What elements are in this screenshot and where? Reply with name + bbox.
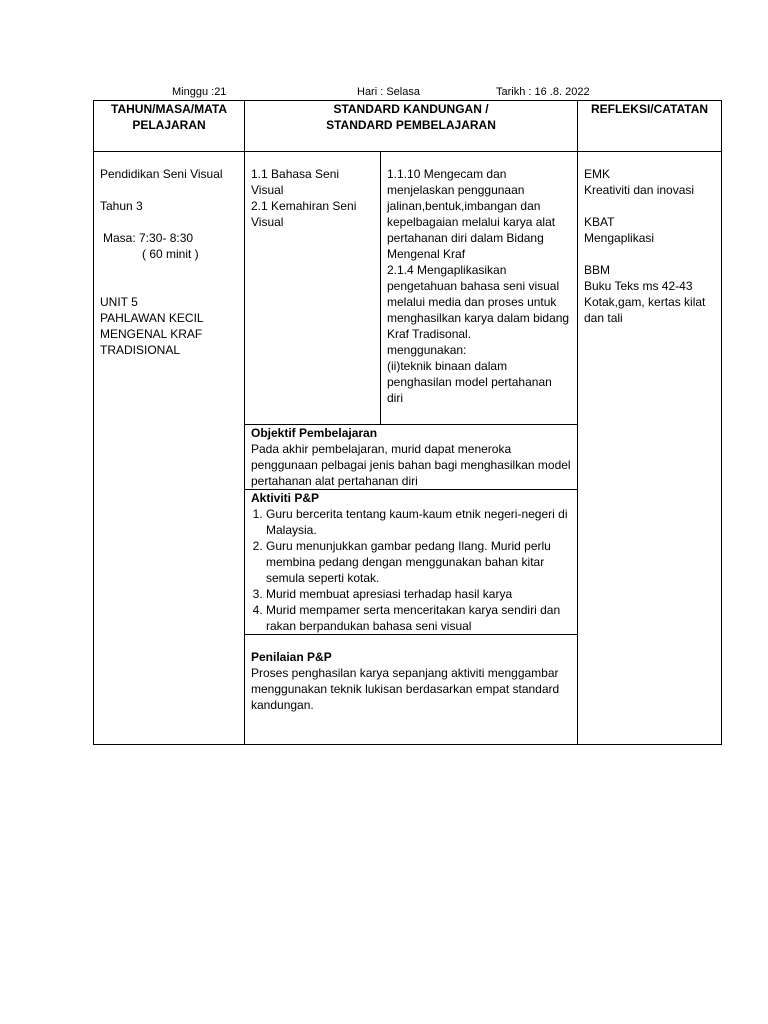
reflection-cell: [578, 152, 722, 745]
col2-header-line1: STANDARD KANDUNGAN /: [333, 102, 489, 116]
activity-item: 3. Murid membuat apresiasi terhadap hasil karya: [266, 586, 571, 602]
assessment-title: Penilaian P&P: [251, 650, 332, 664]
activity-cell: [245, 490, 578, 635]
content-standard-1: 1.1 Bahasa Seni Visual: [251, 167, 340, 197]
activity-item: 1. Guru bercerita tentang kaum-kaum etnik negeri-negeri di Malaysia.: [266, 506, 571, 538]
assessment-text: Proses penghasilan karya sepanjang aktiviti menggambar menggunakan teknik lukisan berdasarkan empat standard kandungan.: [251, 666, 560, 712]
col3-header: REFLEKSI/CATATAN: [590, 102, 709, 116]
content-standard-2: 2.1 Kemahiran Seni Visual: [251, 199, 357, 229]
col1-header-line1: TAHUN/MASA/MATA: [111, 102, 227, 116]
activity-list: [251, 506, 571, 634]
emk-label: EMK: [584, 167, 611, 181]
year-level: Tahun 3: [100, 199, 143, 213]
unit-title-line2: MENGENAL KRAF: [100, 327, 203, 341]
objective-cell: [245, 425, 578, 490]
bbm-label: BBM: [584, 263, 611, 277]
objective-title: Objektif Pembelajaran: [251, 426, 378, 440]
unit-title-line3: TRADISIONAL: [100, 343, 181, 357]
table-header-row: [94, 101, 722, 152]
emk-value: Kreativiti dan inovasi: [584, 183, 695, 197]
day-label: Hari : Selasa: [357, 86, 420, 98]
col-header-standards: [245, 101, 578, 152]
activity-item: 2. Guru menunjukkan gambar pedang Ilang. Murid perlu membina pedang dengan menggunakan bahan kitar semula seperti kotak.: [266, 538, 571, 586]
content-standard-cell: [245, 152, 381, 425]
subject-info-cell: [94, 152, 245, 745]
lesson-time: Masa: 7:30- 8:30: [103, 231, 194, 245]
bbm-value: Buku Teks ms 42-43 Kotak,gam, kertas kilat dan tali: [584, 279, 706, 325]
kbat-value: Mengaplikasi: [584, 231, 655, 245]
col2-header-line2: STANDARD PEMBELAJARAN: [326, 118, 496, 132]
unit-title-line1: PAHLAWAN KECIL: [100, 311, 204, 325]
col1-header-line2: PELAJARAN: [132, 118, 206, 132]
assessment-cell: [245, 635, 578, 745]
unit-number: UNIT 5: [100, 295, 138, 309]
learning-standard-text: 1.1.10 Mengecam dan menjelaskan penggunaan jalinan,bentuk,imbangan dan kepelbagaian melalui karya alat pertahanan diri dalam Bidang Mengenal Kraf 2.1.4 Mengaplikasikan pengetahuan bahasa seni visual melalui media dan proses untuk menghasilkan karya dalam bidang Kraf Tradisonal. menggunakan: (ii)teknik binaan dalam penghasilan model pertahanan diri: [387, 167, 570, 405]
activity-title: Aktiviti P&P: [251, 491, 320, 505]
col-header-year-time-subject: [94, 101, 245, 152]
table-body-row: [94, 152, 722, 425]
week-label: Minggu :21: [172, 86, 227, 98]
kbat-label: KBAT: [584, 215, 615, 229]
lesson-plan-table: [93, 100, 722, 745]
subject-name: Pendidikan Seni Visual: [100, 167, 223, 181]
objective-text: Pada akhir pembelajaran, murid dapat meneroka penggunaan pelbagai jenis bahan bagi menghasilkan model pertahanan alat pertahanan diri: [251, 442, 571, 488]
date-label: Tarikh : 16 .8. 2022: [496, 86, 590, 98]
learning-standard-cell: [381, 152, 578, 425]
activity-item: 4. Murid mempamer serta menceritakan karya sendiri dan rakan berpandukan bahasa seni visual: [266, 602, 571, 634]
col-header-reflection: [578, 101, 722, 152]
lesson-duration: ( 60 minit ): [142, 247, 199, 261]
